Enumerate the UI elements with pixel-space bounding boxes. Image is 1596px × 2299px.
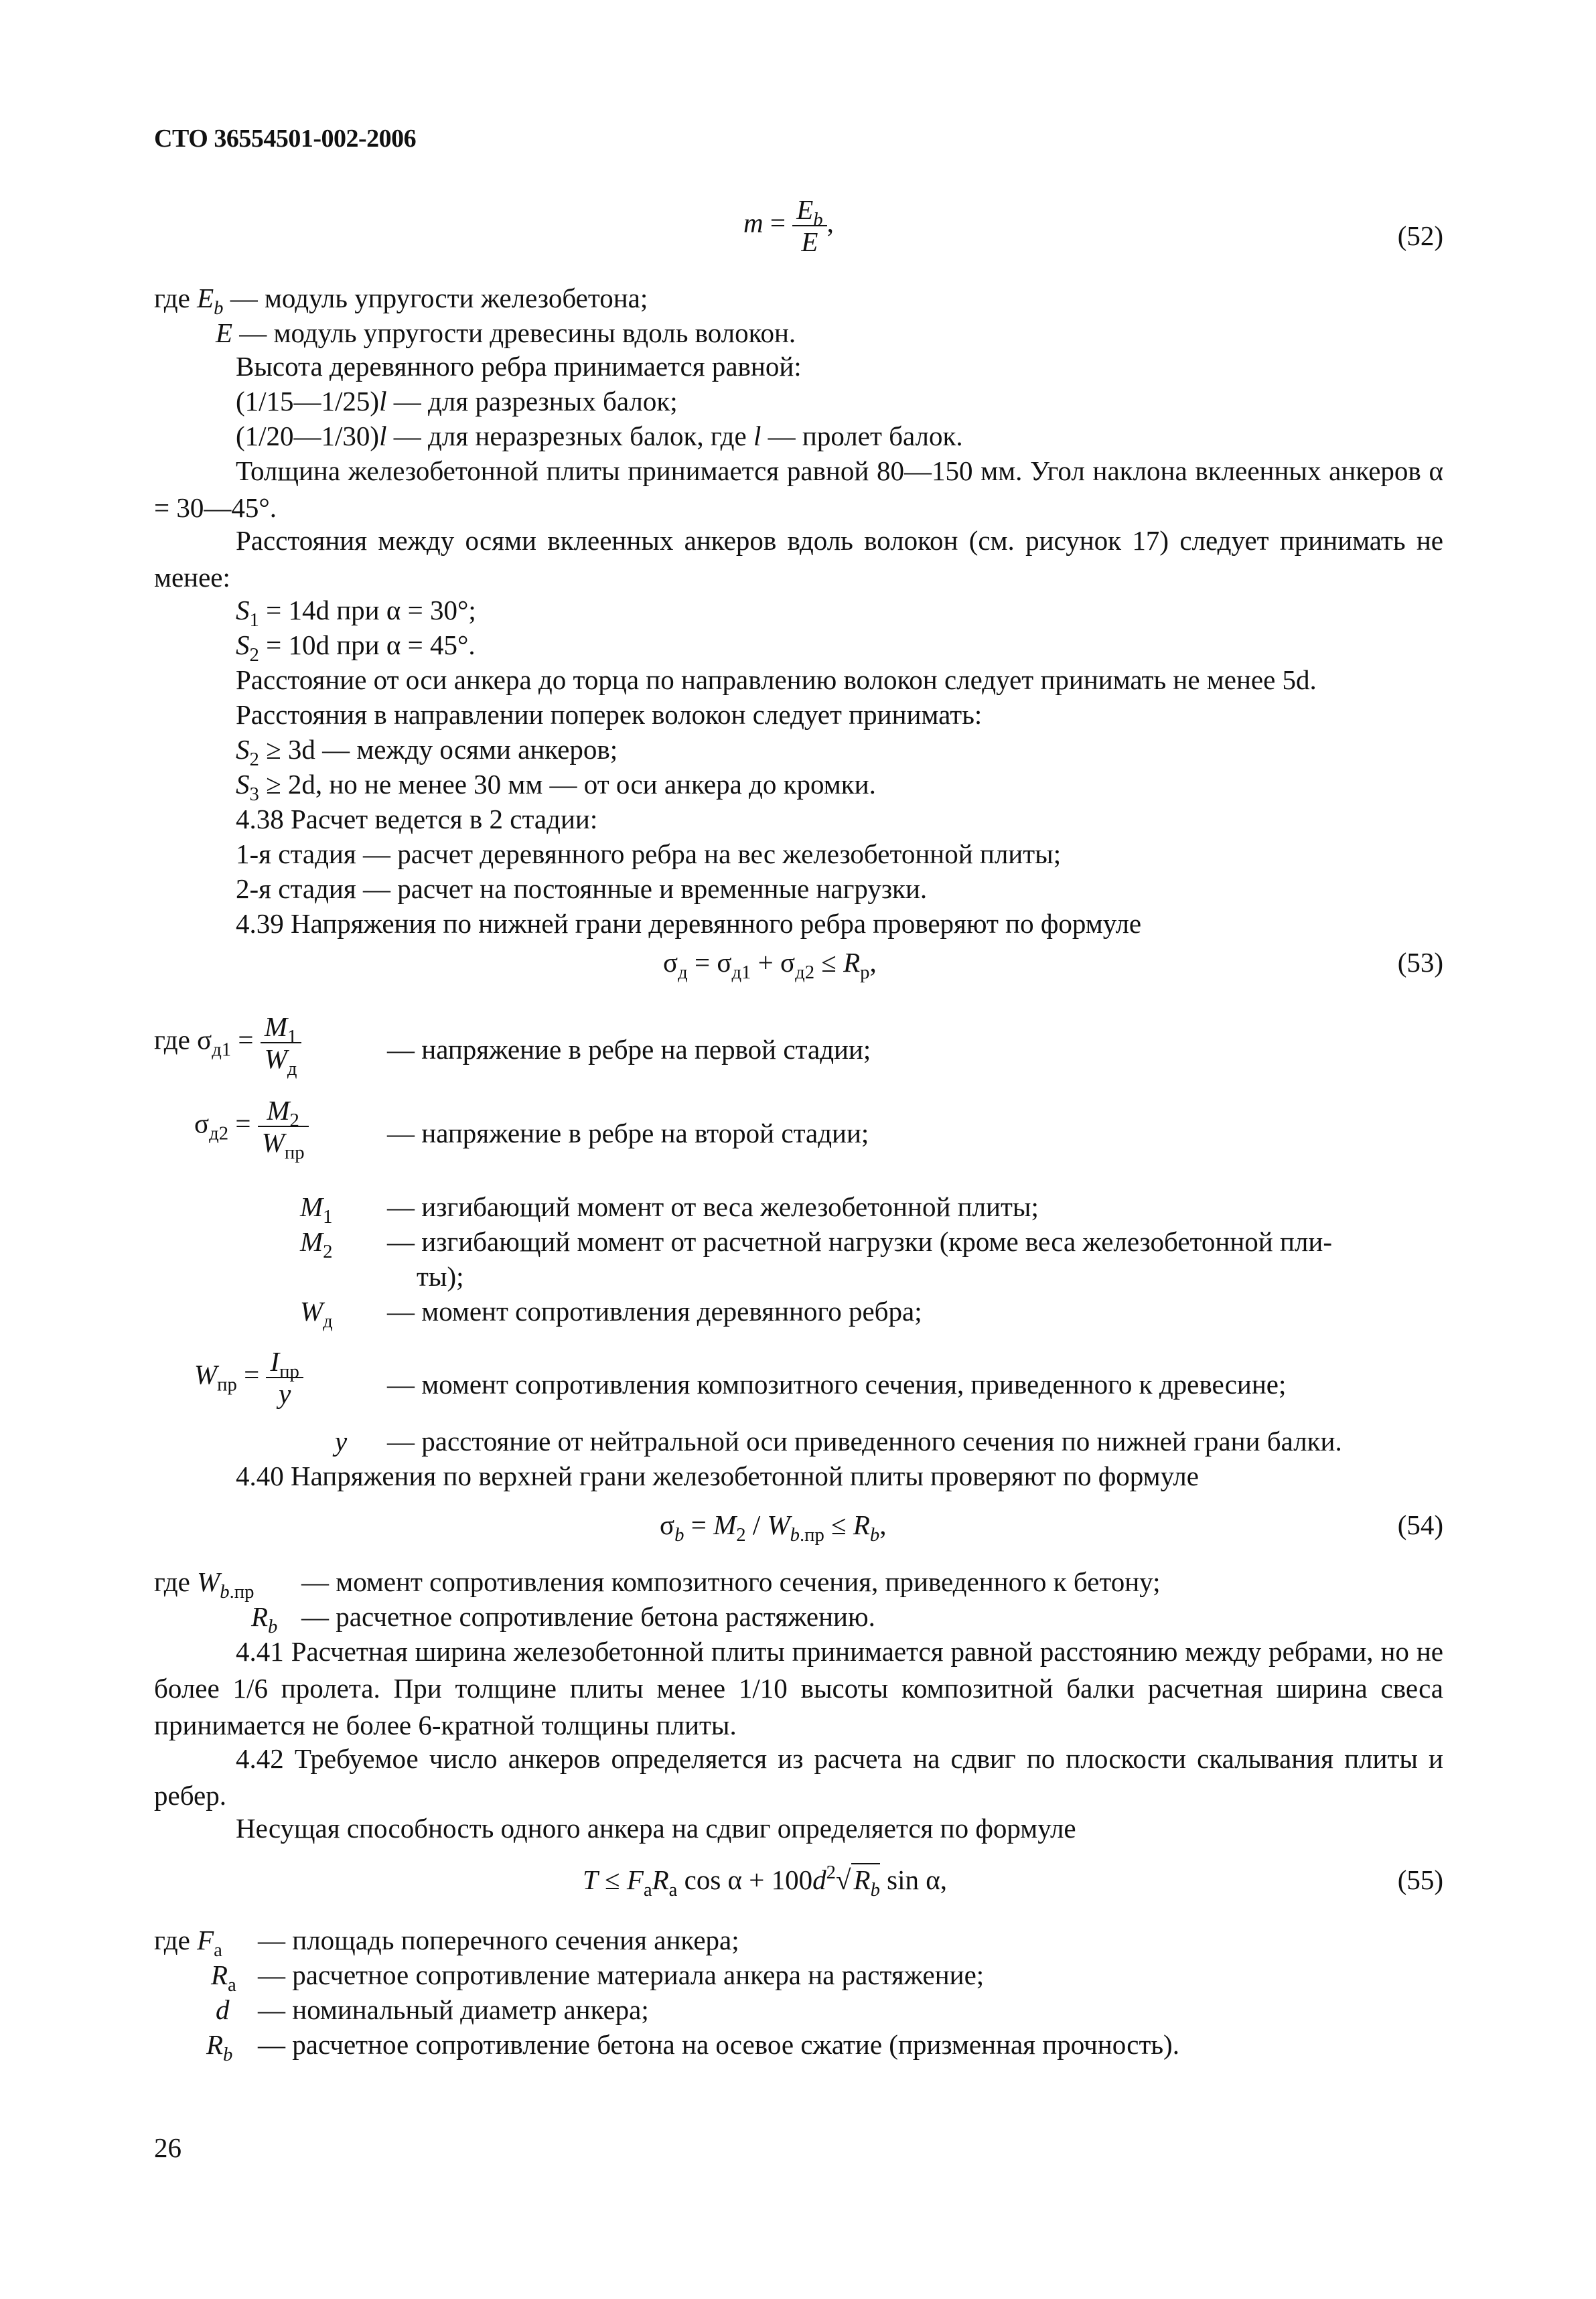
equation-number-53: (53) bbox=[1397, 947, 1443, 978]
document-code: СТО 36554501-002-2006 bbox=[154, 125, 417, 153]
section-4-39: 4.39 Напряжения по нижней грани деревянного ребра проверяют по формуле bbox=[236, 908, 1142, 939]
where-55-text-1: — площадь поперечного сечения анкера; bbox=[258, 1925, 739, 1955]
where-53-text-4: — изгибающий момент от расчетной нагрузки (кроме веса железобетонной пли- bbox=[387, 1226, 1332, 1257]
symbol-y: y bbox=[335, 1426, 348, 1457]
rib-height-simple: (1/15—1/25)l — для разрезных балок; bbox=[236, 386, 678, 417]
spacing-s2-across: $S_2 \ge 3d$ — между осями анкеров; bbox=[236, 734, 618, 771]
where-53-text-3: — изгибающий момент от веса железобетонной плиты; bbox=[387, 1191, 1039, 1222]
where-54-text-2: — расчетное сопротивление бетона растяжению. bbox=[301, 1601, 875, 1632]
equation-number-52: (52) bbox=[1397, 220, 1443, 251]
where-54-line-1: где $W_{b.пр}$ bbox=[154, 1566, 255, 1603]
where-53-text-6: — момент сопротивления композитного сечения, приведенного к древесине; bbox=[387, 1369, 1287, 1400]
equation-52: m = $\frac{E_b}{E}$ , bbox=[743, 194, 834, 257]
symbol-ra: $R_а$ bbox=[211, 1959, 236, 1996]
end-distance-paragraph: Расстояние от оси анкера до торца по направлению волокон следует принимать не менее 5d. bbox=[236, 664, 1317, 695]
spacing-s1: $S_1 = 14d$ при α = 30°; bbox=[236, 595, 476, 632]
where-55-fa: где $F_а$ bbox=[154, 1925, 222, 1961]
page-number: 26 bbox=[154, 2132, 182, 2163]
symbol-d: d bbox=[216, 1994, 230, 2025]
where-53-wpr: $W_{пр}$ = $\frac{I_{пр}}{y}$ bbox=[194, 1346, 303, 1409]
symbol-wd: $W_д$ bbox=[300, 1296, 333, 1333]
section-4-42: 4.42 Требуемое число анкеров определяется из расчета на сдвиг по плоскости скалывания плиты и ребер. bbox=[154, 1743, 1443, 1811]
where-55-text-2: — расчетное сопротивление материала анкера на растяжение; bbox=[258, 1959, 985, 1990]
where-54-text-1: — момент сопротивления композитного сечения, приведенного к бетону; bbox=[301, 1566, 1161, 1597]
where-55-text-4: — расчетное сопротивление бетона на осевое сжатие (призменная прочность). bbox=[258, 2029, 1179, 2060]
across-fibers-paragraph: Расстояния в направлении поперек волокон следует принимать: bbox=[236, 699, 983, 730]
bearing-capacity-paragraph: Несущая способность одного анкера на сдвиг определяется по формуле bbox=[236, 1813, 1076, 1844]
where-53-text-1: — напряжение в ребре на первой стадии; bbox=[387, 1034, 871, 1065]
equation-55: $T \le F_аR_а$ $\cos \alpha + 100d^2√R_b$ sin α, bbox=[583, 1862, 947, 1901]
symbol-rb: $R_b$ bbox=[251, 1601, 278, 1638]
where-55-text-3: — номинальный диаметр анкера; bbox=[258, 1994, 649, 2025]
where-53-sigma-1: где $\sigma_{д1}$ = $\frac{M_1}{W_д}$ bbox=[154, 1011, 301, 1074]
spacing-s3: $S_3 \ge 2d$, но не менее 30 мм — от оси анкера до кромки. bbox=[236, 769, 876, 806]
rib-height-continuous: (1/20—1/30)l — для неразрезных балок, где l — пролет балок. bbox=[236, 421, 963, 451]
slab-thickness-paragraph: Толщина железобетонной плиты принимается равной 80—150 мм. Угол наклона вклеенных анкеров α = 30—45°. bbox=[154, 455, 1443, 523]
symbol-rb-55: $R_b$ bbox=[206, 2029, 233, 2066]
rib-height-heading: Высота деревянного ребра принимается равной: bbox=[236, 351, 802, 382]
where-53-sigma-2: $\sigma_{д2}$ = $\frac{M_2}{W_{пр}}$ bbox=[194, 1095, 309, 1158]
where-53-text-2: — напряжение в ребре на второй стадии; bbox=[387, 1118, 869, 1148]
stage-2: 2-я стадия — расчет на постоянные и временные нагрузки. bbox=[236, 873, 928, 904]
equation-number-54: (54) bbox=[1397, 1509, 1443, 1540]
symbol-m1: $M_1$ bbox=[300, 1191, 333, 1228]
where-53-text-7: — расстояние от нейтральной оси приведенного сечения по нижней грани балки. bbox=[387, 1426, 1342, 1457]
section-4-41: 4.41 Расчетная ширина железобетонной плиты принимается равной расстоянию между ребрами, но не более 1/6 пролета. При толщине плиты менее 1/10 высоты композитной балки расчетная ширина свеса принимается не более 6-кратной толщины плиты. bbox=[154, 1636, 1443, 1740]
section-4-38: 4.38 Расчет ведется в 2 стадии: bbox=[236, 804, 598, 834]
anchor-spacing-paragraph: Расстояния между осями вклеенных анкеров вдоль волокон (см. рисунок 17) следует принимать не менее: bbox=[154, 525, 1443, 593]
where-52-line-2: E — модуль упругости древесины вдоль волокон. bbox=[216, 317, 796, 348]
where-53-text-4b: ты); bbox=[417, 1261, 464, 1292]
spacing-s2: $S_2 = 10d$ при α = 45°. bbox=[236, 629, 476, 666]
stage-1: 1-я стадия — расчет деревянного ребра на вес железобетонной плиты; bbox=[236, 838, 1062, 869]
equation-54: $\sigma_b = M_2 / W_{b.пр} \le R_b$, bbox=[660, 1509, 887, 1546]
symbol-m2: $M_2$ bbox=[300, 1226, 333, 1263]
equation-number-55: (55) bbox=[1397, 1864, 1443, 1895]
section-4-40: 4.40 Напряжения по верхней грани железобетонной плиты проверяют по формуле bbox=[236, 1461, 1199, 1491]
equation-53: $\sigma_д = \sigma_{д1} + \sigma_{д2} \le R_р$, bbox=[663, 947, 877, 984]
where-53-text-5: — момент сопротивления деревянного ребра; bbox=[387, 1296, 922, 1327]
where-52-line-1: где $E_b$ — модуль упругости железобетона; bbox=[154, 283, 648, 319]
